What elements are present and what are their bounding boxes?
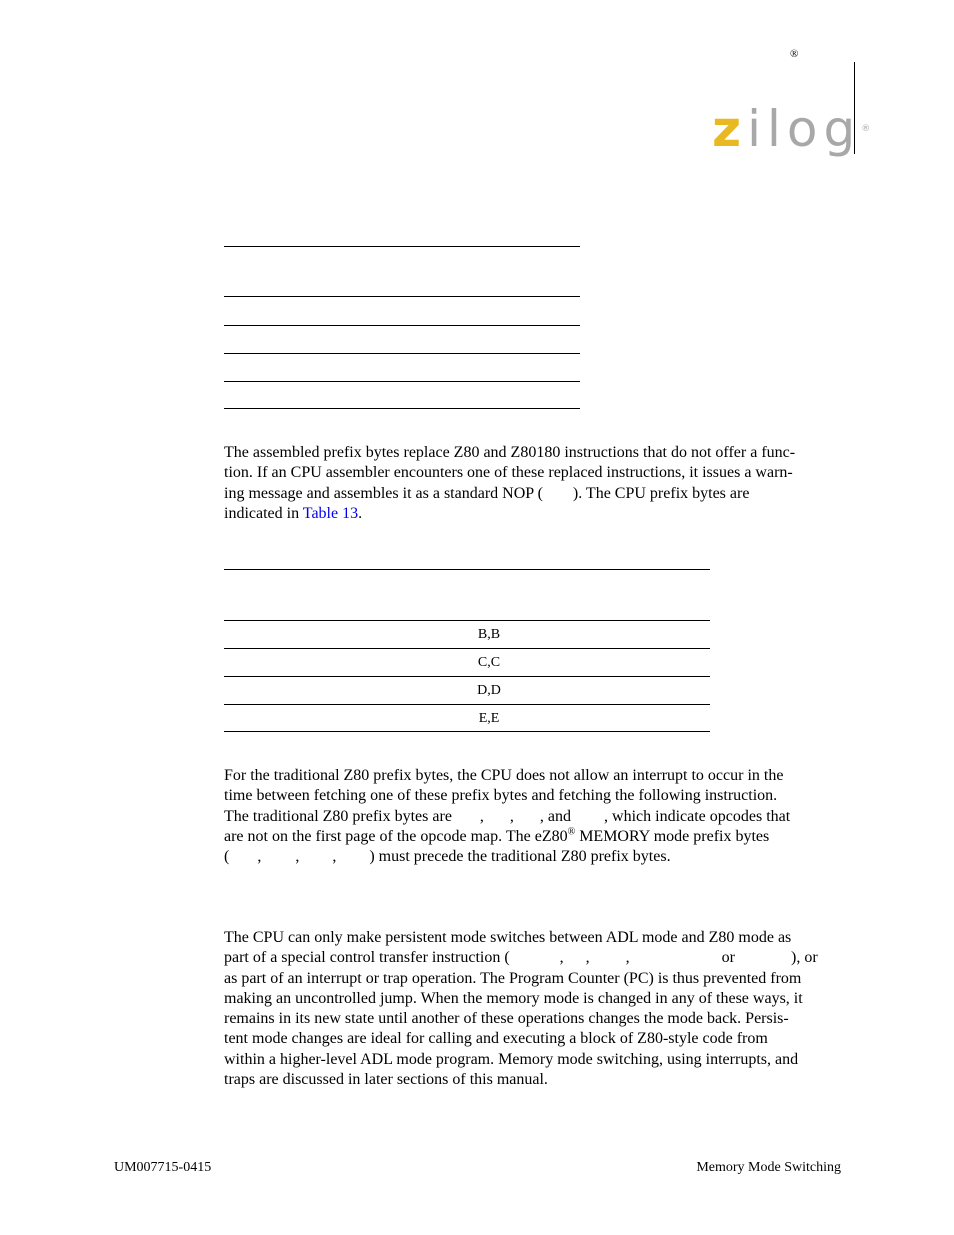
table12-row-rule — [224, 381, 580, 382]
table13-cell: C,C — [477, 655, 501, 670]
text-line: The assembled prefix bytes replace Z80 and Z80180 instructions that do not offer a func- — [224, 444, 796, 461]
text-line: ing message and assembles it as a standard NOP ( ). The CPU prefix bytes are — [224, 484, 750, 502]
logo-rest: ilog — [747, 100, 862, 158]
footer-section-title: Memory Mode Switching — [696, 1160, 841, 1175]
zilog-logo — [712, 100, 871, 158]
table13-cell: B,B — [477, 627, 501, 642]
registered-mark: ® — [790, 48, 799, 60]
text-line: making an uncontrolled jump. When the memory mode is changed in any of these ways, it — [224, 989, 803, 1007]
table13-cell: D,D — [477, 683, 501, 698]
text-line: The traditional Z80 prefix bytes are , , , and , which indicate opcodes that — [224, 807, 791, 825]
table12-bottom-rule — [224, 408, 580, 409]
text-line: indicated in Table 13. — [224, 504, 363, 522]
text-line: part of a special control transfer instruction ( , , , or ), or — [224, 949, 818, 967]
table-13-link[interactable]: Table 13 — [302, 504, 359, 522]
paragraph-persistent-mode — [224, 928, 840, 1090]
text-line: For the traditional Z80 prefix bytes, the CPU does not allow an interrupt to occur in the — [224, 767, 784, 784]
table13-row-rule — [224, 676, 710, 677]
table12-row-rule — [224, 325, 580, 326]
table12-row-rule — [224, 353, 580, 354]
text-line: time between fetching one of these prefix bytes and fetching the following instruction. — [224, 787, 778, 805]
table13-bottom-rule — [224, 731, 710, 732]
paragraph-traditional-prefix — [224, 766, 840, 867]
text-line: as part of an interrupt or trap operation. The Program Counter (PC) is thus prevented from — [224, 969, 802, 987]
table13-row-rule — [224, 648, 710, 649]
text-line: are not on the first page of the opcode map. The eZ80® MEMORY mode prefix bytes — [224, 826, 770, 845]
logo-registered-mark: ® — [861, 124, 871, 134]
logo-z: z — [712, 100, 748, 158]
table12-header-rule — [224, 296, 580, 297]
text-line: tion. If an CPU assembler encounters one of these replaced instructions, it issues a warn- — [224, 464, 793, 482]
table13-cell: E,E — [478, 711, 500, 726]
text-line: traps are discussed in later sections of this manual. — [224, 1071, 548, 1089]
text-line: remains in its new state until another of these operations changes the mode back. Persis- — [224, 1010, 789, 1028]
table13-row-rule — [224, 704, 710, 705]
text-line: The CPU can only make persistent mode switches between ADL mode and Z80 mode as — [224, 929, 792, 946]
text-line: tent mode changes are ideal for calling and executing a block of Z80-style code from — [224, 1030, 768, 1048]
table13-top-rule — [224, 569, 710, 570]
text-line: ( , , , ) must precede the traditional Z80 prefix bytes. — [224, 848, 671, 866]
table12-top-rule — [224, 246, 580, 247]
text-line: within a higher-level ADL mode program. Memory mode switching, using interrupts, and — [224, 1050, 799, 1068]
paragraph-prefix-bytes — [224, 443, 840, 524]
table13-header-rule — [224, 620, 710, 621]
footer-doc-number: UM007715-0415 — [114, 1160, 212, 1175]
